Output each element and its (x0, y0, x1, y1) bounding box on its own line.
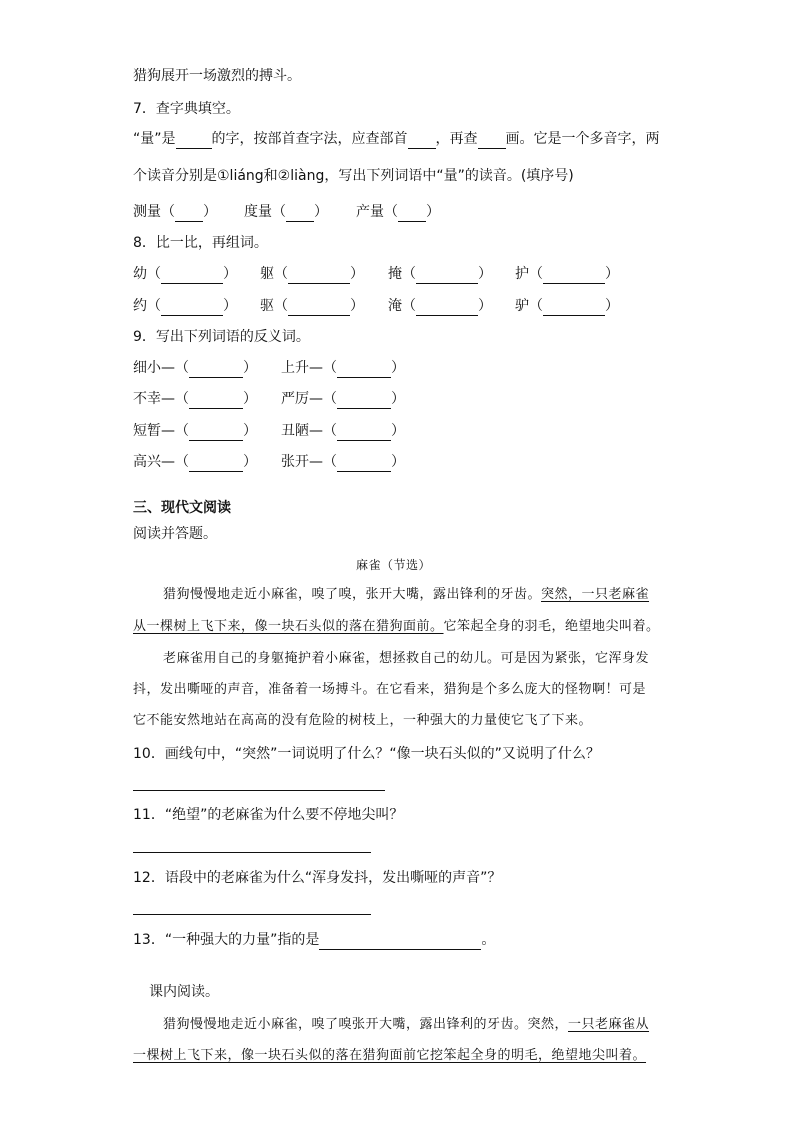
q9-title: 9．写出下列词语的反义词。 (133, 329, 310, 345)
q7-blank-strokes[interactable] (478, 133, 506, 149)
close-paren: ） (223, 298, 237, 314)
q8-row2-item-4 (515, 296, 619, 316)
question-13-end: 。 (481, 932, 496, 948)
q7-word-label: 产量（ (356, 204, 398, 220)
q7-word-label: 测量（ (133, 204, 175, 220)
q7-text-d: 画。它是一个多音字，两 (505, 131, 660, 147)
close-paren: ） (223, 266, 237, 282)
q9-word: 丑陋—（ (281, 423, 337, 439)
close-paren: ） (391, 423, 405, 439)
q7-blank-radical[interactable] (408, 133, 436, 149)
q7-line2: 个读音分别是①liáng和②liàng，写出下列词语中“量”的读音。(填序号) (133, 168, 574, 184)
question-13-text: 13．“一种强大的力量”指的是 (133, 932, 320, 948)
q8-row2-item-3 (388, 296, 492, 316)
q9-word: 严厉—（ (281, 391, 337, 407)
answer-line-q10[interactable] (133, 790, 385, 791)
passage-title: 麻雀（节选） (356, 558, 432, 572)
q7-title: 7．查字典填空。 (133, 101, 240, 117)
q9-blank[interactable] (337, 362, 391, 378)
continued-text: 猎狗展开一场激烈的搏斗。 (133, 68, 301, 84)
close-paren: ） (391, 454, 405, 470)
close-paren: ） (314, 204, 328, 220)
close-paren: ） (350, 266, 364, 282)
q7-line1 (133, 129, 660, 149)
answer-line-q11[interactable] (133, 852, 371, 853)
q8-row1-item-2 (260, 264, 364, 284)
q7-word-2 (244, 202, 328, 222)
passage-p2-line1: 老麻雀用自己的身躯掩护着小麻雀，想拯救自己的幼儿。可是因为紧张，它浑身发 (163, 651, 650, 666)
close-paren: ） (478, 266, 492, 282)
close-paren: ） (605, 266, 619, 282)
q7-blank-answer[interactable] (175, 206, 203, 222)
passage-text: 猎狗慢慢地走近小麻雀，嗅了嗅，张开大嘴，露出锋利的牙齿。 (163, 587, 542, 602)
q8-blank[interactable] (543, 268, 605, 284)
underlined-sentence: 一只老麻雀从 (568, 1017, 650, 1032)
close-paren: ） (478, 298, 492, 314)
close-paren: ） (243, 391, 257, 407)
q8-char: 驱（ (260, 298, 288, 314)
question-12: 12．语段中的老麻雀为什么“浑身发抖，发出嘶哑的声音”？ (133, 870, 502, 886)
question-10: 10．画线句中，“突然”一词说明了什么？“像一块石头似的”又说明了什么？ (133, 746, 600, 762)
q9-right-2 (281, 389, 405, 409)
q9-left-4 (133, 452, 257, 472)
section-instruction: 阅读并答题。 (133, 526, 217, 542)
q9-word: 张开—（ (281, 454, 337, 470)
q8-char: 驴（ (515, 298, 543, 314)
passage-p1-line2 (133, 617, 660, 637)
q9-blank[interactable] (337, 456, 391, 472)
q7-word-1 (133, 202, 217, 222)
close-paren: ） (243, 454, 257, 470)
q9-word: 不幸—（ (133, 391, 189, 407)
q8-blank[interactable] (161, 300, 223, 316)
q8-char: 淹（ (388, 298, 416, 314)
q8-char: 掩（ (388, 266, 416, 282)
q9-right-1 (281, 358, 405, 378)
q8-char: 幼（ (133, 266, 161, 282)
answer-line-q12[interactable] (133, 914, 371, 915)
q8-blank[interactable] (416, 268, 478, 284)
passage-p2-line2: 抖，发出嘶哑的声音，准备着一场搏斗。在它看来，猎狗是个多么庞大的怪物啊！可是 (133, 682, 647, 697)
q7-blank-answer[interactable] (286, 206, 314, 222)
q9-right-4 (281, 452, 405, 472)
q8-char: 护（ (515, 266, 543, 282)
question-13 (133, 930, 495, 950)
q8-blank[interactable] (543, 300, 605, 316)
close-paren: ） (350, 298, 364, 314)
q9-blank[interactable] (189, 456, 243, 472)
q7-text-a: “量”是 (133, 131, 176, 147)
q9-blank[interactable] (337, 393, 391, 409)
q9-word: 上升—（ (281, 360, 337, 376)
close-paren: ） (391, 391, 405, 407)
q7-blank-answer[interactable] (398, 206, 426, 222)
q9-left-2 (133, 389, 257, 409)
reading2-line1 (163, 1015, 649, 1035)
q8-row1-item-4 (515, 264, 619, 284)
underlined-sentence: 一棵树上飞下来，像一块石头似的落在猎狗面前它挖笨起全身的明毛，绝望地尖叫着。 (133, 1048, 647, 1063)
q9-blank[interactable] (189, 393, 243, 409)
q8-blank[interactable] (161, 268, 223, 284)
q7-word-label: 度量（ (244, 204, 286, 220)
close-paren: ） (243, 360, 257, 376)
q7-text-b: 的字，按部首查字法，应查部首 (211, 131, 408, 147)
q8-blank[interactable] (416, 300, 478, 316)
q9-left-1 (133, 358, 257, 378)
reading2-label: 课内阅读。 (149, 984, 219, 1000)
q9-blank[interactable] (189, 425, 243, 441)
underlined-sentence: 从一棵树上飞下来，像一块石头似的落在猎狗面前。 (133, 619, 444, 634)
close-paren: ） (391, 360, 405, 376)
q9-right-3 (281, 421, 405, 441)
q8-title: 8．比一比，再组词。 (133, 235, 268, 251)
underlined-sentence: 突然，一只老麻雀 (541, 587, 650, 602)
q9-word: 短暂—（ (133, 423, 189, 439)
q8-blank[interactable] (288, 300, 350, 316)
q8-char: 躯（ (260, 266, 288, 282)
close-paren: ） (243, 423, 257, 439)
reading2-line2 (133, 1046, 646, 1066)
q7-blank-structure[interactable] (176, 133, 212, 149)
q13-blank[interactable] (319, 934, 481, 950)
passage-p1-line1 (163, 585, 649, 605)
q7-word-3 (356, 202, 440, 222)
q8-blank[interactable] (288, 268, 350, 284)
section-heading: 三、现代文阅读 (133, 500, 231, 516)
q7-text-c: ，再查 (435, 131, 478, 147)
q8-row2-item-1 (133, 296, 237, 316)
close-paren: ） (426, 204, 440, 220)
close-paren: ） (605, 298, 619, 314)
passage-text: 猎狗慢慢地走近小麻雀，嗅了嗅张开大嘴，露出锋利的牙齿。突然， (163, 1017, 569, 1032)
passage-text: 它笨起全身的羽毛，绝望地尖叫着。 (443, 619, 660, 634)
q8-row2-item-2 (260, 296, 364, 316)
close-paren: ） (203, 204, 217, 220)
q9-blank[interactable] (337, 425, 391, 441)
q9-blank[interactable] (189, 362, 243, 378)
q9-word: 细小—（ (133, 360, 189, 376)
q9-left-3 (133, 421, 257, 441)
passage-p2-line3: 它不能安然地站在高高的没有危险的树枝上，一种强大的力量使它飞了下来。 (133, 713, 593, 728)
q8-row1-item-1 (133, 264, 237, 284)
q9-word: 高兴—（ (133, 454, 189, 470)
q8-char: 约（ (133, 298, 161, 314)
question-11: 11．“绝望”的老麻雀为什么要不停地尖叫？ (133, 807, 404, 823)
q8-row1-item-3 (388, 264, 492, 284)
